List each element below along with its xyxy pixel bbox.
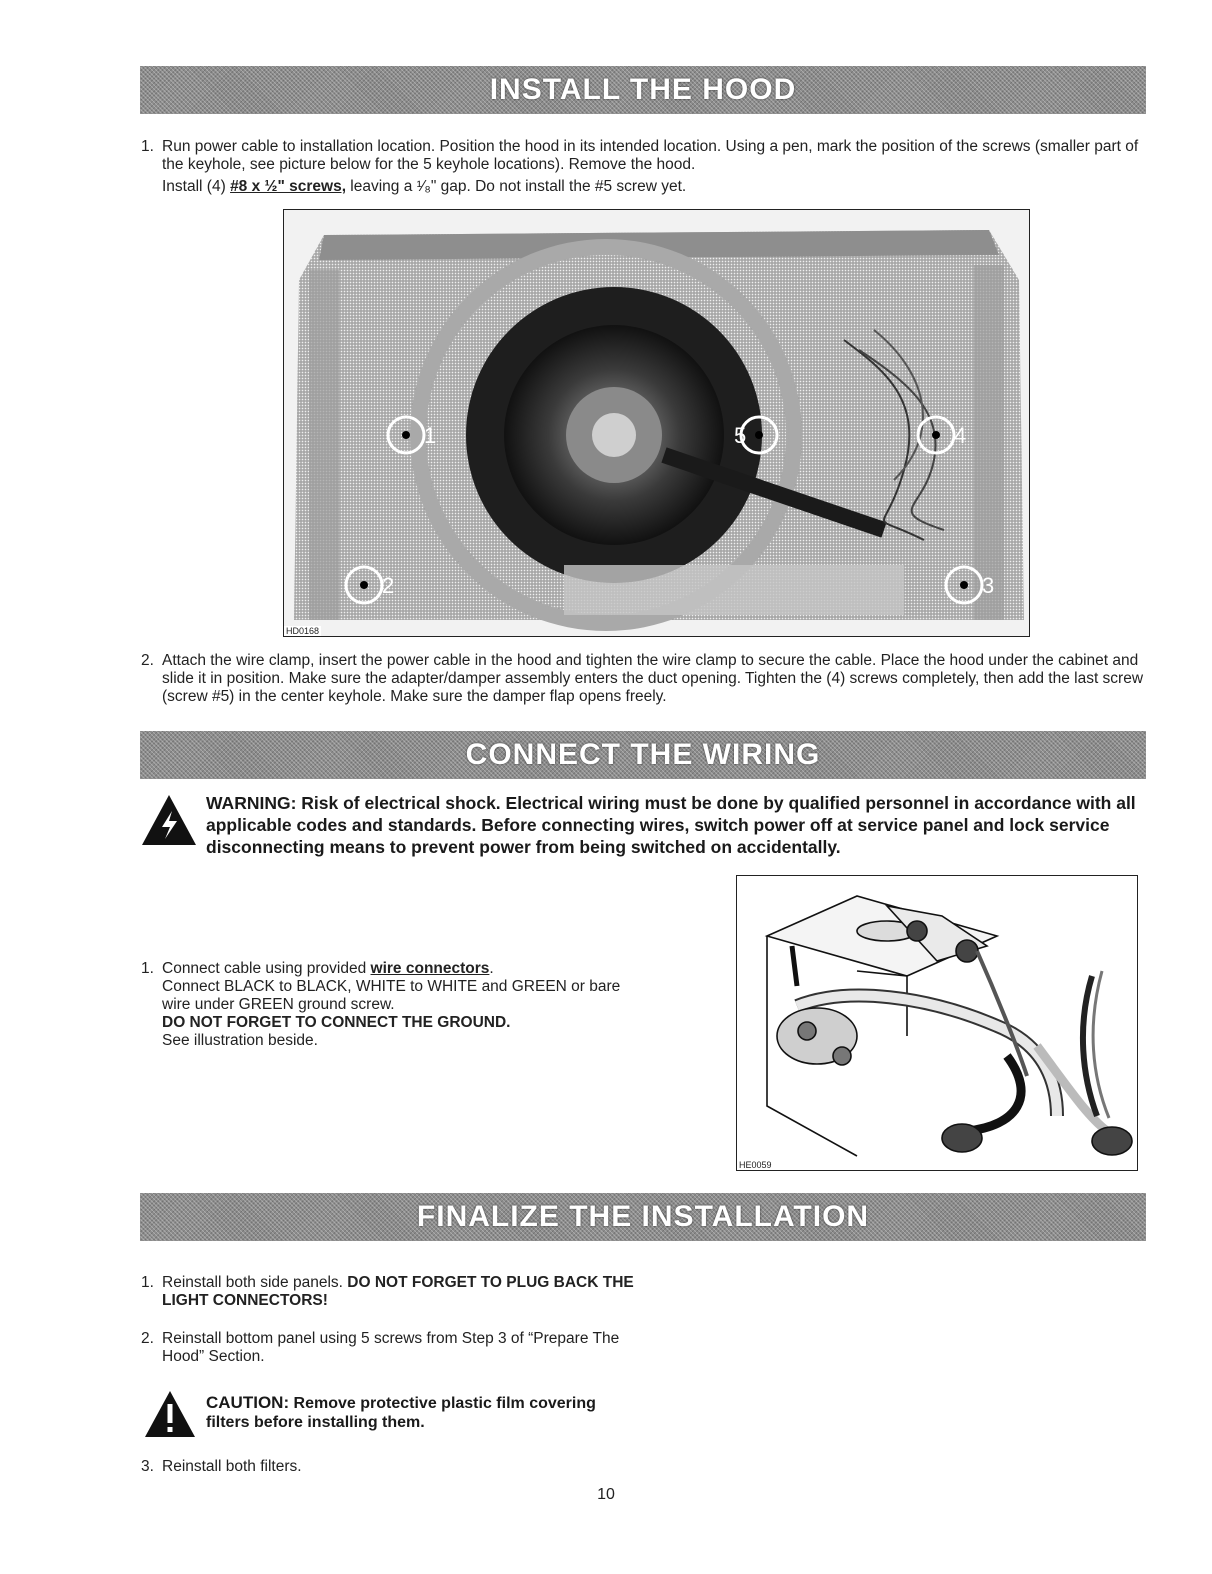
step-text-post: .: [489, 960, 494, 977]
section-title: FINALIZE THE INSTALLATION: [416, 1200, 870, 1233]
install-step-1: [141, 138, 1146, 196]
screws-reference: #8 x ½" screws,: [230, 178, 346, 195]
step-text: Reinstall bottom panel using 5 screws from Step 3 of “Prepare The Hood” Section.: [162, 1330, 620, 1365]
step-number: 1.: [141, 1274, 154, 1291]
caution-label: CAUTION:: [206, 1393, 290, 1412]
wire-connection-drawing: [737, 876, 1138, 1171]
light-connector-reminder: DO NOT FORGET TO PLUG BACK THE LIGHT CONNECTORS!: [162, 1274, 634, 1309]
wiring-illustration: [736, 875, 1138, 1171]
step-text: Run power cable to installation location. Position the hood in its intended location. Using a pen, mark the position of the screws (smaller part of the keyhole, see picture below for the 5 keyhole locations). Remove the hood.: [162, 138, 1139, 173]
keyhole-label-1: 1: [424, 423, 437, 448]
step-text-post: leaving a ¹⁄₈" gap. Do not install the #5 screw yet.: [346, 178, 687, 195]
install-step-2: [141, 652, 1146, 706]
keyhole-label-4: 4: [954, 423, 967, 448]
step-text-line4: See illustration beside.: [162, 1032, 318, 1049]
hood-photo-illustration: [284, 210, 1030, 637]
step-text: Reinstall both filters.: [162, 1458, 302, 1475]
section-title: INSTALL THE HOOD: [489, 73, 797, 106]
step-number: 1.: [141, 960, 154, 977]
ground-reminder: DO NOT FORGET TO CONNECT THE GROUND.: [162, 1014, 511, 1031]
figure-code: HD0168: [286, 626, 320, 636]
step-text-pre: Install (4): [162, 178, 231, 195]
section-banner-finalize: [140, 1193, 1146, 1241]
finalize-step-3: [141, 1458, 637, 1476]
section-banner-wiring: [140, 731, 1146, 779]
step-text-line2: [162, 178, 1146, 196]
step-text: Reinstall both side panels.: [162, 1274, 348, 1291]
finalize-step-2: [141, 1330, 637, 1366]
step-text-line2: Connect BLACK to BLACK, WHITE to WHITE and GREEN or bare wire under GREEN ground screw.: [162, 978, 621, 1013]
keyhole-label-5: 5: [734, 423, 747, 448]
caution-icon: [143, 1389, 197, 1439]
finalize-step-1: [141, 1274, 637, 1310]
step-number: 1.: [141, 138, 154, 155]
step-number: 3.: [141, 1458, 154, 1475]
caution-notice: [206, 1393, 636, 1432]
step-number: 2.: [141, 1330, 154, 1347]
step-text-line1: [162, 960, 632, 978]
shock-warning-icon: [140, 793, 198, 847]
wire-connectors-reference: wire connectors: [370, 960, 490, 977]
step-number: 2.: [141, 652, 154, 669]
wiring-step-1: [141, 960, 632, 1050]
step-text-pre: Connect cable using provided: [162, 960, 371, 977]
hood-keyhole-photo: [283, 209, 1030, 637]
figure-code: HE0059: [739, 1160, 772, 1170]
section-banner-install: [140, 66, 1146, 114]
keyhole-label-2: 2: [382, 573, 395, 598]
caution-text: Remove protective plastic film covering filters before installing them.: [206, 1395, 596, 1431]
keyhole-label-3: 3: [982, 573, 995, 598]
section-title: CONNECT THE WIRING: [465, 738, 821, 771]
step-text: Attach the wire clamp, insert the power cable in the hood and tighten the wire clamp to secure the cable. Place the hood under the cabinet and slide it in position. Make sure the adapter/damper assembly enters the duct opening. Tighten the (4) screws completely, then add the last screw (screw #5) in the center keyhole. Make sure the damper flap opens freely.: [162, 652, 1144, 705]
page-number: 10: [597, 1486, 615, 1503]
electrical-warning: WARNING: Risk of electrical shock. Electrical wiring must be done by qualified personnel in accordance with all applicable codes and standards. Before connecting wires, switch power off at service panel and lock service disconnecting means to prevent power from being switched on accidentally.: [206, 793, 1136, 857]
